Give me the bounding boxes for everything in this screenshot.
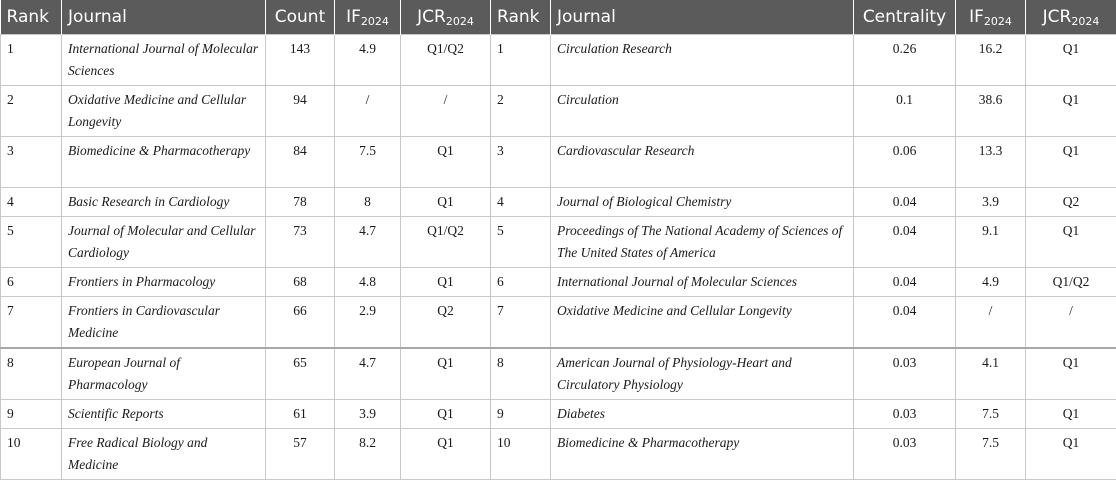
rank-cell-right: 7 bbox=[491, 297, 551, 349]
centrality-cell: 0.1 bbox=[854, 86, 956, 137]
journal-cell: Journal of Molecular and Cellular Cardiology bbox=[62, 217, 266, 268]
count-cell: 61 bbox=[266, 400, 335, 429]
if-cell-right: 7.5 bbox=[956, 400, 1026, 429]
journal-cell: Frontiers in Cardiovascular Medicine bbox=[62, 297, 266, 349]
jcr-cell-right: Q1 bbox=[1026, 400, 1116, 429]
jcr-cell: Q1 bbox=[401, 429, 491, 480]
journal-cell-right: International Journal of Molecular Sciences bbox=[551, 268, 854, 297]
if-cell-right: 16.2 bbox=[956, 35, 1026, 86]
rank-cell: 3 bbox=[1, 137, 62, 188]
journal-cell-right: Proceedings of The National Academy of Sciences of The United States of America bbox=[551, 217, 854, 268]
jcr-cell-right: Q1/Q2 bbox=[1026, 268, 1116, 297]
rank-cell-right: 4 bbox=[491, 188, 551, 217]
jcr-cell-right: Q1 bbox=[1026, 35, 1116, 86]
centrality-cell: 0.26 bbox=[854, 35, 956, 86]
count-cell: 66 bbox=[266, 297, 335, 349]
jcr-cell: Q1/Q2 bbox=[401, 35, 491, 86]
journal-cell: Biomedicine & Pharmacotherapy bbox=[62, 137, 266, 188]
jcr-cell: Q1 bbox=[401, 268, 491, 297]
if-cell: 4.7 bbox=[335, 217, 401, 268]
rank-cell-right: 5 bbox=[491, 217, 551, 268]
if-cell-right: 9.1 bbox=[956, 217, 1026, 268]
count-cell: 68 bbox=[266, 268, 335, 297]
count-cell: 65 bbox=[266, 348, 335, 400]
journal-cell-right: American Journal of Physiology-Heart and Circulatory Physiology bbox=[551, 348, 854, 400]
jcr-cell-right: / bbox=[1026, 297, 1116, 349]
jcr-cell: Q2 bbox=[401, 297, 491, 349]
header-jcr-right: $JCR_{2024}$ bbox=[1026, 0, 1116, 35]
jcr-cell-right: Q1 bbox=[1026, 217, 1116, 268]
table-row bbox=[1, 137, 1116, 188]
rank-cell: 9 bbox=[1, 400, 62, 429]
centrality-cell: 0.04 bbox=[854, 217, 956, 268]
journal-cell-right: Circulation bbox=[551, 86, 854, 137]
jcr-cell-right: Q1 bbox=[1026, 348, 1116, 400]
header-rank-left: Rank bbox=[1, 0, 62, 35]
if-cell: 4.7 bbox=[335, 348, 401, 400]
table-row bbox=[1, 297, 1116, 349]
table-row bbox=[1, 188, 1116, 217]
header-count: Count bbox=[266, 0, 335, 35]
header-if-right: $IF_{2024}$ bbox=[956, 0, 1026, 35]
if-cell-right: / bbox=[956, 297, 1026, 349]
table-row bbox=[1, 429, 1116, 480]
journal-cell: Frontiers in Pharmacology bbox=[62, 268, 266, 297]
journal-cell-right: Oxidative Medicine and Cellular Longevity bbox=[551, 297, 854, 349]
rank-cell-right: 1 bbox=[491, 35, 551, 86]
centrality-cell: 0.04 bbox=[854, 297, 956, 349]
if-cell-right: 38.6 bbox=[956, 86, 1026, 137]
rank-cell-right: 10 bbox=[491, 429, 551, 480]
jcr-cell-right: Q2 bbox=[1026, 188, 1116, 217]
if-cell-right: 4.9 bbox=[956, 268, 1026, 297]
centrality-cell: 0.03 bbox=[854, 400, 956, 429]
centrality-cell: 0.06 bbox=[854, 137, 956, 188]
jcr-cell: Q1 bbox=[401, 400, 491, 429]
jcr-cell: Q1 bbox=[401, 137, 491, 188]
table-row bbox=[1, 217, 1116, 268]
count-cell: 73 bbox=[266, 217, 335, 268]
if-cell: 4.8 bbox=[335, 268, 401, 297]
count-cell: 143 bbox=[266, 35, 335, 86]
rank-cell: 7 bbox=[1, 297, 62, 349]
if-cell-right: 3.9 bbox=[956, 188, 1026, 217]
if-cell-right: 7.5 bbox=[956, 429, 1026, 480]
centrality-cell: 0.03 bbox=[854, 429, 956, 480]
rank-cell-right: 2 bbox=[491, 86, 551, 137]
table-row bbox=[1, 35, 1116, 86]
centrality-cell: 0.04 bbox=[854, 188, 956, 217]
count-cell: 94 bbox=[266, 86, 335, 137]
rank-cell-right: 6 bbox=[491, 268, 551, 297]
header-centrality: Centrality bbox=[854, 0, 956, 35]
if-cell-right: 4.1 bbox=[956, 348, 1026, 400]
jcr-cell: Q1/Q2 bbox=[401, 217, 491, 268]
header-row bbox=[1, 0, 1116, 35]
rank-cell: 2 bbox=[1, 86, 62, 137]
table-row bbox=[1, 86, 1116, 137]
jcr-cell: Q1 bbox=[401, 188, 491, 217]
table-row bbox=[1, 268, 1116, 297]
jcr-cell: / bbox=[401, 86, 491, 137]
journal-cell: International Journal of Molecular Sciences bbox=[62, 35, 266, 86]
rank-cell: 1 bbox=[1, 35, 62, 86]
jcr-cell-right: Q1 bbox=[1026, 86, 1116, 137]
rank-cell-right: 8 bbox=[491, 348, 551, 400]
if-cell: 4.9 bbox=[335, 35, 401, 86]
journal-cell-right: Journal of Biological Chemistry bbox=[551, 188, 854, 217]
centrality-cell: 0.04 bbox=[854, 268, 956, 297]
if-cell: 8.2 bbox=[335, 429, 401, 480]
journal-cell-right: Biomedicine & Pharmacotherapy bbox=[551, 429, 854, 480]
count-cell: 57 bbox=[266, 429, 335, 480]
rank-cell: 4 bbox=[1, 188, 62, 217]
header-jcr-left: $JCR_{2024}$ bbox=[401, 0, 491, 35]
count-cell: 78 bbox=[266, 188, 335, 217]
if-cell: 2.9 bbox=[335, 297, 401, 349]
rank-cell-right: 9 bbox=[491, 400, 551, 429]
journal-cell: Free Radical Biology and Medicine bbox=[62, 429, 266, 480]
journal-cell-right: Circulation Research bbox=[551, 35, 854, 86]
header-if-left: $IF_{2024}$ bbox=[335, 0, 401, 35]
journal-cell: Oxidative Medicine and Cellular Longevity bbox=[62, 86, 266, 137]
journal-cell: European Journal of Pharmacology bbox=[62, 348, 266, 400]
count-cell: 84 bbox=[266, 137, 335, 188]
journal-cell: Basic Research in Cardiology bbox=[62, 188, 266, 217]
journal-cell: Scientific Reports bbox=[62, 400, 266, 429]
rank-cell: 8 bbox=[1, 348, 62, 400]
header-rank-right: Rank bbox=[491, 0, 551, 35]
rank-cell: 5 bbox=[1, 217, 62, 268]
if-cell: 7.5 bbox=[335, 137, 401, 188]
jcr-cell: Q1 bbox=[401, 348, 491, 400]
if-cell: / bbox=[335, 86, 401, 137]
journal-cell-right: Cardiovascular Research bbox=[551, 137, 854, 188]
jcr-cell-right: Q1 bbox=[1026, 137, 1116, 188]
if-cell-right: 13.3 bbox=[956, 137, 1026, 188]
centrality-cell: 0.03 bbox=[854, 348, 956, 400]
header-journal-right: Journal bbox=[551, 0, 854, 35]
journal-cell-right: Diabetes bbox=[551, 400, 854, 429]
if-cell: 8 bbox=[335, 188, 401, 217]
rank-cell: 6 bbox=[1, 268, 62, 297]
table-row bbox=[1, 348, 1116, 400]
jcr-cell-right: Q1 bbox=[1026, 429, 1116, 480]
if-cell: 3.9 bbox=[335, 400, 401, 429]
rank-cell-right: 3 bbox=[491, 137, 551, 188]
table-row bbox=[1, 400, 1116, 429]
header-journal-left: Journal bbox=[62, 0, 266, 35]
rank-cell: 10 bbox=[1, 429, 62, 480]
